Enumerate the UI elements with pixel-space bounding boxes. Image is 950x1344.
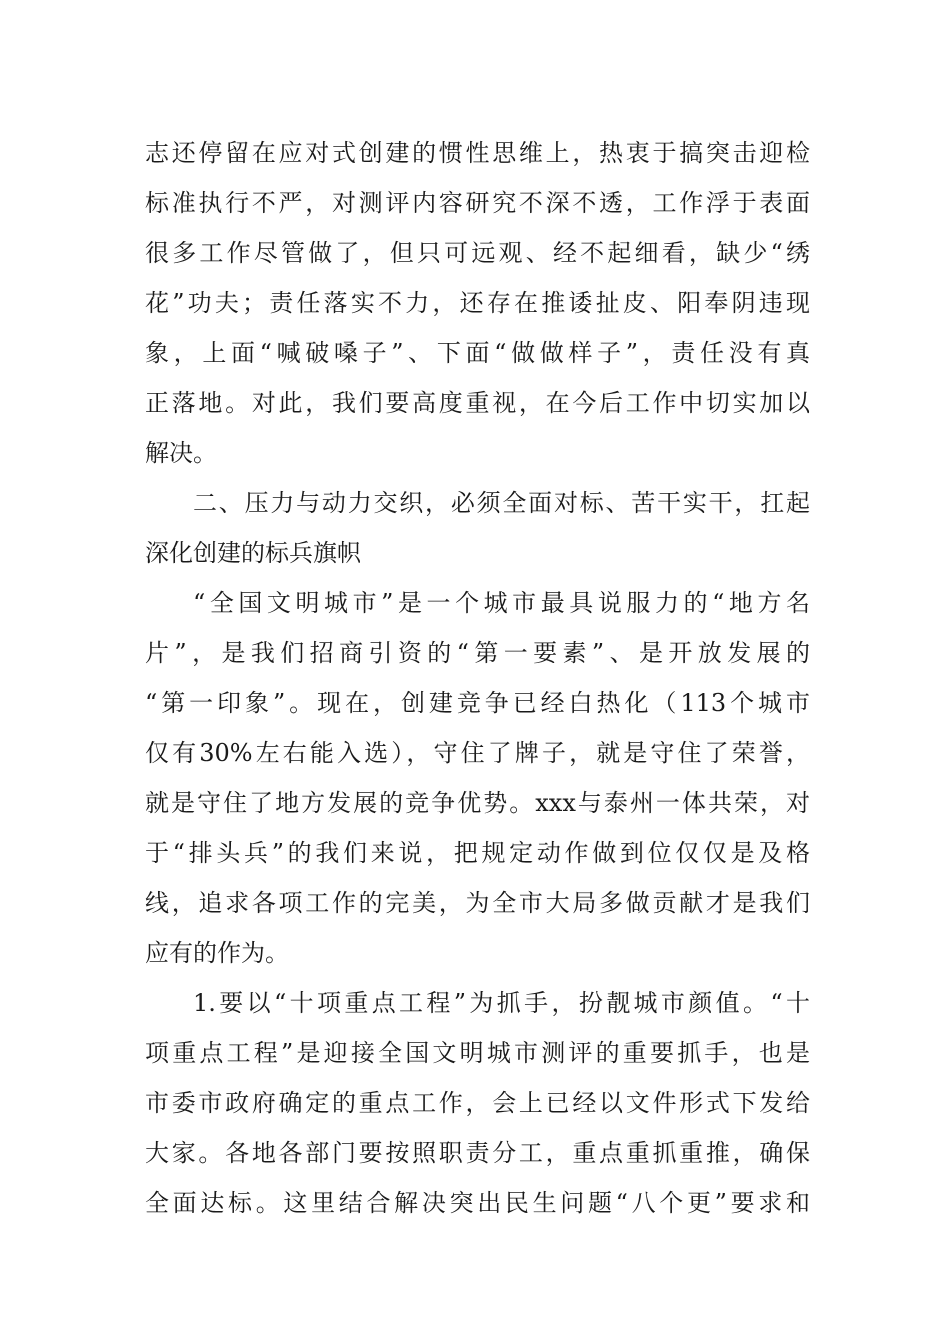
text-line: 标准执行不严，对测评内容研究不深不透，工作浮于表面 bbox=[145, 189, 810, 217]
text-line: 1.要以“十项重点工程”为抓手，扮靓城市颜值。“十 bbox=[193, 989, 810, 1017]
text-line: 大家。各地各部门要按照职责分工，重点重抓重推，确保 bbox=[145, 1139, 810, 1167]
text-line: “全国文明城市”是一个城市最具说服力的“地方名 bbox=[193, 589, 810, 617]
text-line: 片”，是我们招商引资的“第一要素”、是开放发展的 bbox=[145, 639, 810, 667]
text-line: 解决。 bbox=[145, 439, 217, 467]
text-line: 就是守住了地方发展的竞争优势。xxx与泰州一体共荣，对 bbox=[145, 789, 810, 817]
text-line: 仅有30%左右能入选），守住了牌子，就是守住了荣誉， bbox=[145, 739, 810, 767]
section-heading-line: 二、压力与动力交织，必须全面对标、苦干实干，扛起 bbox=[193, 489, 810, 517]
text-line: 市委市政府确定的重点工作，会上已经以文件形式下发给 bbox=[145, 1089, 810, 1117]
text-line: “第一印象”。现在，创建竞争已经白热化（113个城市 bbox=[145, 689, 810, 717]
text-line: 志还停留在应对式创建的惯性思维上，热衷于搞突击迎检 bbox=[145, 139, 810, 167]
section-heading-line: 深化创建的标兵旗帜 bbox=[145, 539, 361, 567]
text-line: 于“排头兵”的我们来说，把规定动作做到位仅仅是及格 bbox=[145, 839, 810, 867]
text-line: 象，上面“喊破嗓子”、下面“做做样子”，责任没有真 bbox=[145, 339, 810, 367]
text-line: 应有的作为。 bbox=[145, 939, 289, 967]
text-line: 全面达标。这里结合解决突出民生问题“八个更”要求和 bbox=[145, 1189, 810, 1217]
text-line: 花”功夫；责任落实不力，还存在推诿扯皮、阳奉阴违现 bbox=[145, 289, 810, 317]
text-line: 正落地。对此，我们要高度重视，在今后工作中切实加以 bbox=[145, 389, 810, 417]
text-line: 很多工作尽管做了，但只可远观、经不起细看，缺少“绣 bbox=[145, 239, 810, 267]
text-line: 线，追求各项工作的完美，为全市大局多做贡献才是我们 bbox=[145, 889, 810, 917]
body-text bbox=[145, 128, 810, 1228]
text-line: 项重点工程”是迎接全国文明城市测评的重要抓手，也是 bbox=[145, 1039, 810, 1067]
